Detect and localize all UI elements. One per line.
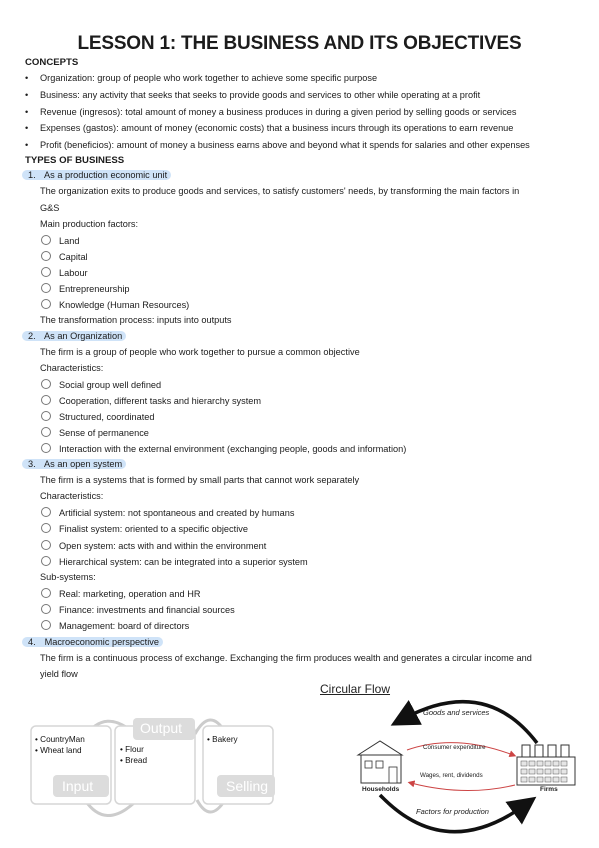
section-2-desc: The firm is a group of people who work together to pursue a common objective xyxy=(40,347,360,357)
circle-bullet-icon xyxy=(41,411,51,421)
section-3-subheading-2: Sub-systems: xyxy=(40,572,96,582)
list-item: Sense of permanence xyxy=(41,427,149,438)
list-item: Interaction with the external environment (exchanging people, goods and information) xyxy=(41,443,406,454)
circle-bullet-icon xyxy=(41,251,51,261)
circle-bullet-icon xyxy=(41,507,51,517)
list-item: Real: marketing, operation and HR xyxy=(41,588,200,599)
list-item: • Flour xyxy=(120,745,144,754)
output-label: Output xyxy=(140,720,183,736)
list-item: Structured, coordinated xyxy=(41,411,155,422)
section-4-desc-cont: yield flow xyxy=(40,669,78,679)
list-item: Hierarchical system: can be integrated into a superior system xyxy=(41,556,308,567)
list-item: Entrepreneurship xyxy=(41,283,129,294)
list-item: Capital xyxy=(41,251,88,262)
section-3-subheading: Characteristics: xyxy=(40,491,104,501)
list-item: Finance: investments and financial sources xyxy=(41,604,235,615)
section-1-desc-cont: G&S xyxy=(40,203,60,213)
section-1-desc: The organization exits to produce goods and services, to satisfy customers' needs, by transforming the main factors in xyxy=(40,186,520,196)
list-item: • Bakery xyxy=(207,735,238,744)
input-items xyxy=(35,734,85,756)
concept-item: • Expenses (gastos): amount of money (economic costs) that a business incurs through its operations to earn revenue xyxy=(25,123,514,133)
list-item: Finalist system: oriented to a specific objective xyxy=(41,523,248,534)
concept-item: • Profit (beneficios): amount of money a business earns above and beyond what it spends for salaries and other expenses xyxy=(25,140,530,150)
wages-flow-arrow xyxy=(411,783,515,791)
circle-bullet-icon xyxy=(41,379,51,389)
list-item: Knowledge (Human Resources) xyxy=(41,299,189,310)
wages-label: Wages, rent, dividends xyxy=(420,772,483,779)
factory-icon xyxy=(517,745,575,785)
list-item: Management: board of directors xyxy=(41,620,189,631)
list-item: Social group well defined xyxy=(41,379,161,390)
list-item: • Wheat land xyxy=(35,746,82,755)
page-title: LESSON 1: THE BUSINESS AND ITS OBJECTIVES xyxy=(77,33,522,54)
section-2-subheading: Characteristics: xyxy=(40,363,104,373)
consumer-expenditure-label: Consumer expenditure xyxy=(423,744,486,751)
section-1-subheading: Main production factors: xyxy=(40,219,139,229)
list-item: • Bread xyxy=(120,756,148,765)
firms-label: Firms xyxy=(540,786,558,793)
selling-label: Selling xyxy=(226,778,269,794)
list-item: Artificial system: not spontaneous and created by humans xyxy=(41,507,294,518)
concept-item: • Organization: group of people who work together to achieve some specific purpose xyxy=(25,73,378,83)
section-3-desc: The firm is a systems that is formed by small parts that cannot work separately xyxy=(40,475,360,485)
circle-bullet-icon xyxy=(41,523,51,533)
list-item: • CountryMan xyxy=(35,735,85,744)
circle-bullet-icon xyxy=(41,267,51,277)
list-item: Labour xyxy=(41,267,88,278)
list-item: Cooperation, different tasks and hierarchy system xyxy=(41,395,261,406)
concepts-heading: CONCEPTS xyxy=(25,57,79,68)
factors-production-label: Factors for production xyxy=(416,807,489,816)
circular-flow-title: Circular Flow xyxy=(320,682,391,696)
circle-bullet-icon xyxy=(41,620,51,630)
goods-services-label: Goods and services xyxy=(423,708,490,717)
circle-bullet-icon xyxy=(41,556,51,566)
process-diagram xyxy=(25,712,275,824)
section-3-heading: 3. As an open system xyxy=(22,457,126,471)
households-label: Households xyxy=(362,786,400,793)
concept-item: • Revenue (ingresos): total amount of money a business produces in during a given period by selling goods or services xyxy=(25,107,517,117)
circular-flow-diagram xyxy=(355,695,595,845)
input-label: Input xyxy=(62,778,94,794)
output-items xyxy=(120,744,147,766)
circle-bullet-icon xyxy=(41,604,51,614)
section-4-heading: 4. Macroeconomic perspective xyxy=(22,635,163,649)
circle-bullet-icon xyxy=(41,540,51,550)
circle-bullet-icon xyxy=(41,588,51,598)
section-1-note: The transformation process: inputs into outputs xyxy=(40,315,232,325)
circle-bullet-icon xyxy=(41,427,51,437)
circle-bullet-icon xyxy=(41,235,51,245)
concept-item: • Business: any activity that seeks that seeks to provide goods and services to other while operating at a profit xyxy=(25,90,481,100)
types-heading: TYPES OF BUSINESS xyxy=(25,155,125,166)
households-icon xyxy=(358,741,402,783)
circle-bullet-icon xyxy=(41,299,51,309)
section-1-heading: 1. As a production economic unit xyxy=(22,168,171,182)
list-item: Open system: acts with and within the environment xyxy=(41,540,266,551)
section-2-heading: 2. As an Organization xyxy=(22,329,126,343)
selling-items xyxy=(207,734,238,745)
section-4-desc: The firm is a continuous process of exchange. Exchanging the firm produces wealth and generates a circular income and xyxy=(40,653,532,663)
circle-bullet-icon xyxy=(41,283,51,293)
list-item: Land xyxy=(41,235,79,246)
circle-bullet-icon xyxy=(41,443,51,453)
circle-bullet-icon xyxy=(41,395,51,405)
